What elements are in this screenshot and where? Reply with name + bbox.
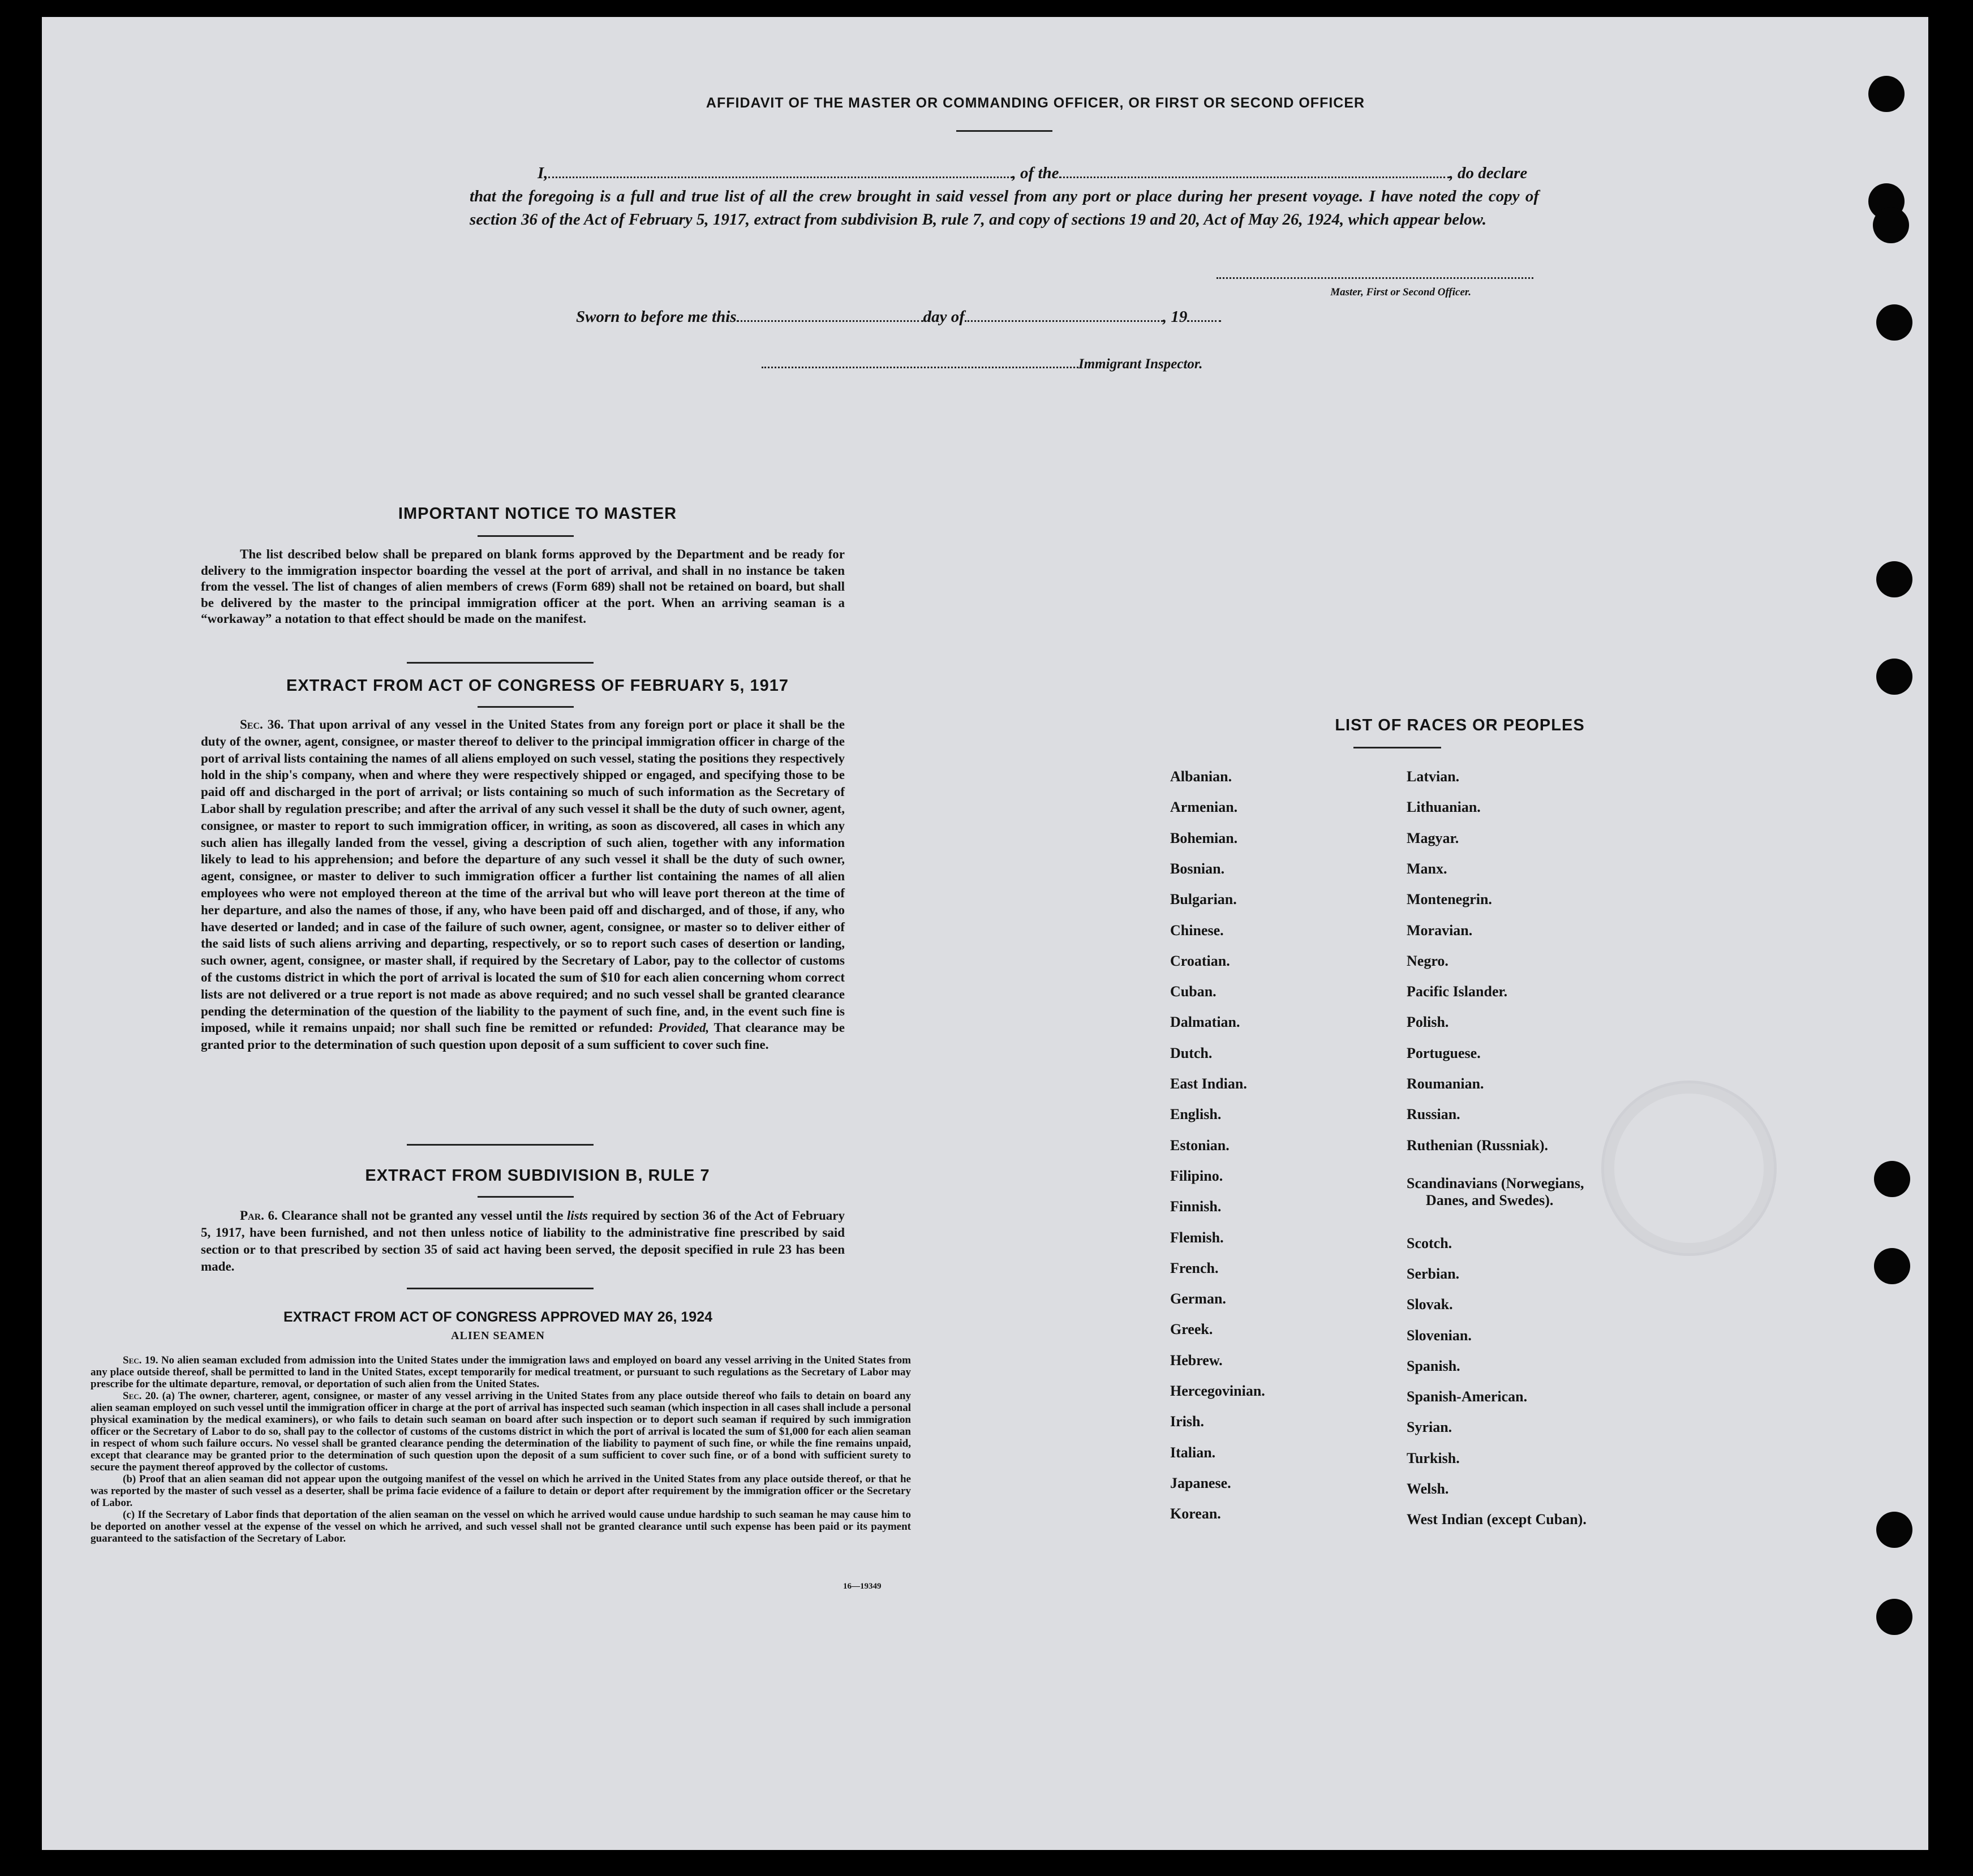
notice-title: IMPORTANT NOTICE TO MASTER [398, 505, 677, 523]
sworn-date-blank[interactable] [737, 307, 923, 322]
race-item: Hercegovinian. [1170, 1383, 1265, 1399]
inspector-line [762, 353, 1203, 372]
year-label: , 19 [1162, 308, 1188, 326]
binder-hole [1874, 1161, 1910, 1197]
notice-text: The list described below shall be prepared on blank forms approved by the Department and be ready for delivery to the immigration inspector boarding the vessel at the port of arrival, and shall in no instance be taken from the vessel. The list of changes of alien members of crews (Form 689) shall not be retained on board, but shall be delivered by the master to the principal immigration officer at the port. When an arriving seaman is a “workaway” a notation to that effect should be made on the manifest. [201, 547, 845, 626]
race-item: Korean. [1170, 1505, 1221, 1522]
race-item: Hebrew. [1170, 1352, 1223, 1369]
master-signature-label: Master, First or Second Officer. [1330, 286, 1471, 298]
section-19-20 [91, 1354, 911, 1544]
provided-label: Provided, [658, 1021, 710, 1035]
alien-seamen-subtitle: ALIEN SEAMEN [451, 1329, 545, 1342]
race-item: Spanish-American. [1407, 1388, 1528, 1405]
affidavit-text: that the foregoing is a full and true list of all the crew brought in said vessel from any port or place during her present voyage. I have noted the copy of section 36 of the Act of February 5, 1917, extract from subdivision B, rule 7, and copy of sections 19 and 20, Act of May 26, 1924, which appear below. [470, 187, 1539, 229]
affidavit-statement [470, 162, 1539, 231]
sworn-line [576, 307, 1221, 326]
divider [407, 1144, 594, 1146]
extract-1917-title: EXTRACT FROM ACT OF CONGRESS OF FEBRUARY 5, 1917 [286, 677, 789, 695]
section-36 [201, 716, 845, 1053]
sworn-month-blank[interactable] [965, 307, 1163, 322]
race-item: Greek. [1170, 1321, 1213, 1338]
rule7-text-b: required by section 36 of the Act of February 5, 1917, have been furnished, and not then unless notice of liability to the administrative fine prescribed by said section or to that prescribed by section 35 of said act having been served, the deposit specified in rule 23 has been made. [201, 1208, 845, 1273]
sec-20b-text: (b) Proof that an alien seaman did not appear upon the outgoing manifest of the vessel on which he arrived in the United States from any place outside thereof, or that he was reported by the master of such vessel as a deserter, shall be prima facie evidence of a failure to detain or deport after requirement by the immigration officer or the Secretary of Labor. [91, 1473, 911, 1509]
race-item: Serbian. [1407, 1265, 1460, 1282]
extract-rule7-title: EXTRACT FROM SUBDIVISION B, RULE 7 [365, 1167, 710, 1185]
race-item: Danes, and Swedes). [1426, 1191, 1554, 1208]
race-item: Portuguese. [1407, 1044, 1481, 1061]
race-item: Finnish. [1170, 1198, 1222, 1215]
race-item: Croatian. [1170, 952, 1230, 969]
races-title: LIST OF RACES OR PEOPLES [1335, 716, 1585, 734]
binder-hole [1868, 76, 1905, 112]
race-item: Welsh. [1407, 1481, 1449, 1498]
race-item: Slovenian. [1407, 1327, 1472, 1344]
inspector-label: Immigrant Inspector. [1078, 356, 1203, 372]
race-item: Slovak. [1407, 1296, 1453, 1313]
race-item: Bosnian. [1170, 860, 1225, 877]
form-number: 16—19349 [843, 1582, 882, 1591]
race-item: Flemish. [1170, 1229, 1224, 1246]
binder-hole [1876, 659, 1912, 695]
race-item: Lithuanian. [1407, 799, 1481, 816]
race-item: Irish. [1170, 1413, 1204, 1430]
binder-hole [1876, 561, 1912, 597]
sworn-year-blank[interactable] [1187, 307, 1221, 322]
race-item: Albanian. [1170, 768, 1232, 785]
race-item: Cuban. [1170, 983, 1217, 1000]
race-item: Dutch. [1170, 1044, 1213, 1061]
race-item: Spanish. [1407, 1357, 1460, 1374]
race-item: Ruthenian (Russniak). [1407, 1137, 1548, 1154]
race-item: Roumanian. [1407, 1075, 1484, 1092]
race-item: Armenian. [1170, 799, 1238, 816]
race-item: French. [1170, 1259, 1219, 1276]
extract-1924-title: EXTRACT FROM ACT OF CONGRESS APPROVED MAY 26, 1924 [283, 1309, 713, 1325]
affidavit-title: AFFIDAVIT OF THE MASTER OR COMMANDING OFFICER, OR FIRST OR SECOND OFFICER [706, 95, 1365, 111]
lists-word: lists [566, 1208, 588, 1223]
divider [407, 1288, 594, 1289]
race-item: Magyar. [1407, 829, 1459, 846]
affidavit-declare-label: , do declare [1449, 164, 1528, 182]
sec-20-label: Sec. 20. [123, 1390, 159, 1402]
race-item: Dalmatian. [1170, 1014, 1240, 1031]
race-item: Russian. [1407, 1106, 1460, 1123]
sec-36-text-end: That clearance may be granted prior to the determination of such question upon deposit of a sum sufficient to cover such fine. [201, 1021, 845, 1052]
race-item: Polish. [1407, 1014, 1449, 1031]
race-item: West Indian (except Cuban). [1407, 1511, 1587, 1528]
race-item: Chinese. [1170, 922, 1224, 939]
divider [478, 706, 574, 708]
master-signature-line[interactable] [1217, 277, 1533, 279]
binder-hole [1876, 304, 1912, 341]
divider [478, 535, 574, 537]
race-item: German. [1170, 1290, 1226, 1307]
sworn-label: Sworn to before me this [576, 308, 737, 326]
race-item: Pacific Islander. [1407, 983, 1508, 1000]
race-item: Moravian. [1407, 922, 1473, 939]
race-item: Scandinavians (Norwegians, [1407, 1174, 1584, 1191]
sec-20c-text: (c) If the Secretary of Labor finds that deportation of the alien seaman on the vessel on which he arrived would cause undue hardship to such seaman he may cause him to be deported on another vessel at the expense of the vessel on which he arrived, and such vessel shall not be granted clearance until such expense has been paid or its payment guaranteed to the satisfaction of the Secretary of Labor. [91, 1509, 911, 1544]
divider [407, 662, 594, 664]
embossed-seal [1601, 1081, 1777, 1256]
day-of-label: day of [923, 308, 965, 326]
name-blank[interactable] [548, 163, 1012, 178]
race-item: Filipino. [1170, 1167, 1223, 1184]
affidavit-of-label: , of the [1012, 164, 1059, 182]
race-item: Bohemian. [1170, 829, 1238, 846]
rule7-paragraph [201, 1207, 845, 1275]
race-item: Syrian. [1407, 1419, 1452, 1436]
race-item: Montenegrin. [1407, 891, 1492, 908]
race-item: Turkish. [1407, 1449, 1460, 1466]
race-item: Estonian. [1170, 1137, 1230, 1154]
race-item: Negro. [1407, 952, 1448, 969]
divider [478, 1196, 574, 1198]
sec-19-text: No alien seaman excluded from admission into the United States under the immigration laws and employed on board any vessel arriving in the United States from any place outside thereof, shall be permitted to land in the United States, except temporarily for medical treatment, or pursuant to such regulations as the Secretary of Labor may prescribe for the ultimate departure, removal, or deportation of such alien from the United States. [91, 1354, 911, 1390]
race-item: Japanese. [1170, 1474, 1231, 1491]
race-item: Scotch. [1407, 1234, 1452, 1251]
divider [956, 130, 1052, 132]
binder-hole [1876, 1512, 1912, 1548]
rule7-text-a: Clearance shall not be granted any vessel until the [281, 1208, 564, 1223]
divider [1353, 747, 1441, 748]
race-item: English. [1170, 1106, 1222, 1123]
race-item: Bulgarian. [1170, 891, 1237, 908]
binder-hole [1874, 1248, 1910, 1284]
sec-20a-text: (a) The owner, charterer, agent, consignee, or master of any vessel arriving in the United States from any place outside thereof who fails to detain on board any alien seaman employed on such vessel until the immigration officer in charge at the port of arrival has inspected such seaman (which inspection in all cases shall include a personal physical examination by the medical examiners), or who fails to detain such seaman on board after such inspection or to deport such seaman if required by such immigration officer or the Secretary of Labor to do so, shall pay to the collector of customs of the customs district in which the port of arrival is located the sum of $1,000 for each alien seaman in respect of whom such failure occurs. No vessel shall be granted clearance pending the determination of the liability to payment of such fine, or while the fine remains unpaid, except that clearance may be granted prior to the determination of such question upon the deposit of a sum sufficient to cover such fine, or of a bond with sufficient surety to secure the payment thereof approved by the collector of customs. [91, 1390, 911, 1473]
sec-36-text: That upon arrival of any vessel in the United States from any foreign port or place it shall be the duty of the owner, agent, consignee, or master thereof to deliver to the principal immigration officer in charge of the port of arrival lists containing the names of all aliens employed on such vessel, stating the positions they respectively hold in the ship's company, when and where they were respectively shipped or engaged, and specifying those to be paid off and discharged in the port of arrival; or lists containing so much of such information as the Secretary of Labor shall by regulation prescribe; and after the arrival of any such vessel it shall be the duty of such owner, agent, consignee, or master to report to such immigration officer, in writing, as soon as discovered, all cases in which any such alien has illegally landed from the vessel, giving a description of such alien, together with any information likely to lead to his apprehension; and before the departure of any such vessel it shall be the duty of such owner, agent, consignee, or master to deliver to such immigration officer a further list containing the names of all alien employees who were not employed thereon at the time of the arrival but who will leave port thereon at the time of her departure, and also the names of those, if any, who have been paid off and discharged, and of those, if any, who have deserted or landed; and in case of the failure of such owner, agent, consignee, or master so to deliver either of the said lists of such aliens arriving and departing, respectively, or so to report such cases of desertion or landing, such owner, agent, consignee, or master shall, if required by the Secretary of Labor, pay to the collector of customs of the customs district in which the port of arrival is located the sum of $10 for each alien concerning whom correct lists are not delivered or a true report is not made as above required; and no such vessel shall be granted clearance pending the determination of the question of the liability to the payment of such fine, and, in the event such fine is imposed, while it remains unpaid; nor shall such fine be remitted or refunded: [201, 717, 845, 1035]
race-item: Latvian. [1407, 768, 1460, 785]
vessel-blank[interactable] [1059, 163, 1450, 178]
race-item: Manx. [1407, 860, 1447, 877]
inspector-signature-blank[interactable] [762, 353, 1078, 368]
binder-hole [1876, 1599, 1912, 1635]
binder-hole [1873, 207, 1909, 243]
race-item: Italian. [1170, 1444, 1216, 1461]
race-item: East Indian. [1170, 1075, 1247, 1092]
sec-19-label: Sec. 19. [123, 1354, 158, 1366]
sec-36-label: Sec. 36. [240, 717, 284, 732]
par-6-label: Par. 6. [240, 1208, 278, 1223]
affidavit-i-label: I, [538, 164, 548, 182]
